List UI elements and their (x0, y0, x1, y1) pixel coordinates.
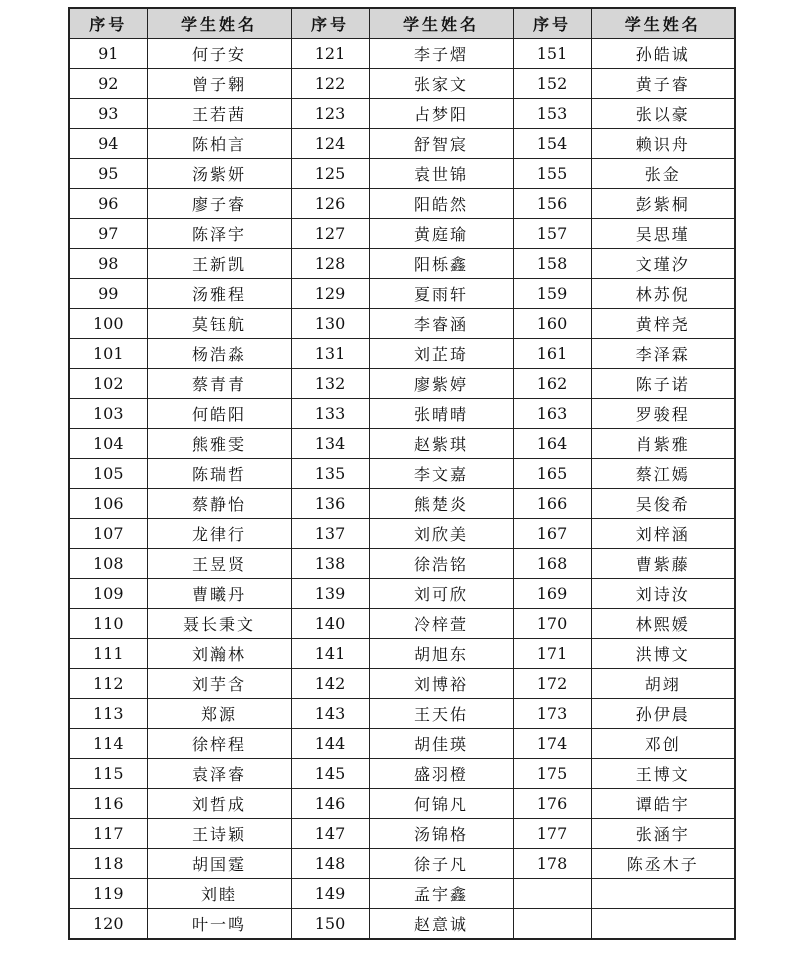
student-number-cell: 129 (291, 279, 369, 309)
student-number-cell: 131 (291, 339, 369, 369)
student-name-cell (591, 909, 735, 940)
student-name-cell: 张晴晴 (369, 399, 513, 429)
student-number-cell: 136 (291, 489, 369, 519)
student-number-cell: 155 (513, 159, 591, 189)
student-name-cell: 王博文 (591, 759, 735, 789)
student-number-cell: 149 (291, 879, 369, 909)
student-name-cell: 蔡青青 (147, 369, 291, 399)
student-name-cell: 舒智宸 (369, 129, 513, 159)
student-number-cell: 97 (69, 219, 147, 249)
student-name-cell: 蔡静怡 (147, 489, 291, 519)
student-number-cell: 114 (69, 729, 147, 759)
student-name-cell: 文瑾汐 (591, 249, 735, 279)
table-row (69, 819, 735, 849)
student-number-cell: 169 (513, 579, 591, 609)
student-name-cell: 陈瑞哲 (147, 459, 291, 489)
student-number-cell: 170 (513, 609, 591, 639)
table-row (69, 189, 735, 219)
student-number-cell: 152 (513, 69, 591, 99)
student-name-cell: 聂长秉文 (147, 609, 291, 639)
student-name-cell: 王天佑 (369, 699, 513, 729)
student-name-cell: 曹紫藤 (591, 549, 735, 579)
table-row (69, 849, 735, 879)
student-name-cell: 孟宇鑫 (369, 879, 513, 909)
table-row (69, 369, 735, 399)
student-number-cell: 159 (513, 279, 591, 309)
student-name-cell: 黄梓尧 (591, 309, 735, 339)
student-name-cell: 汤雅程 (147, 279, 291, 309)
student-number-cell: 165 (513, 459, 591, 489)
student-roster-table (68, 7, 736, 940)
student-name-cell: 王若茜 (147, 99, 291, 129)
student-number-cell: 142 (291, 669, 369, 699)
student-name-cell: 占梦阳 (369, 99, 513, 129)
student-name-cell: 林苏倪 (591, 279, 735, 309)
table-row (69, 69, 735, 99)
student-number-cell: 116 (69, 789, 147, 819)
student-number-cell: 173 (513, 699, 591, 729)
student-name-cell: 罗骏程 (591, 399, 735, 429)
student-name-cell: 刘瀚林 (147, 639, 291, 669)
student-name-cell: 廖子睿 (147, 189, 291, 219)
table-row (69, 429, 735, 459)
table-row (69, 219, 735, 249)
student-name-cell: 彭紫桐 (591, 189, 735, 219)
table-row (69, 639, 735, 669)
student-number-cell: 154 (513, 129, 591, 159)
table-header (69, 8, 735, 39)
student-number-cell: 161 (513, 339, 591, 369)
student-number-cell: 143 (291, 699, 369, 729)
table-row (69, 669, 735, 699)
student-number-cell: 134 (291, 429, 369, 459)
student-name-cell: 夏雨轩 (369, 279, 513, 309)
student-name-cell: 徐浩铭 (369, 549, 513, 579)
table-row (69, 159, 735, 189)
table-row (69, 339, 735, 369)
student-number-cell: 115 (69, 759, 147, 789)
student-number-cell: 104 (69, 429, 147, 459)
header-number: 序号 (513, 8, 591, 39)
student-number-cell: 141 (291, 639, 369, 669)
student-name-cell: 何锦凡 (369, 789, 513, 819)
student-number-cell: 118 (69, 849, 147, 879)
student-name-cell: 刘芷琦 (369, 339, 513, 369)
table-row (69, 399, 735, 429)
student-name-cell: 赵紫琪 (369, 429, 513, 459)
student-number-cell: 93 (69, 99, 147, 129)
student-name-cell: 胡国霆 (147, 849, 291, 879)
student-name-cell: 张以豪 (591, 99, 735, 129)
student-name-cell: 刘睦 (147, 879, 291, 909)
student-number-cell: 164 (513, 429, 591, 459)
student-number-cell: 174 (513, 729, 591, 759)
student-name-cell: 莫钰航 (147, 309, 291, 339)
student-name-cell: 刘可欣 (369, 579, 513, 609)
student-name-cell: 赵意诚 (369, 909, 513, 940)
student-number-cell: 112 (69, 669, 147, 699)
student-number-cell: 102 (69, 369, 147, 399)
student-number-cell: 123 (291, 99, 369, 129)
student-name-cell: 李泽霖 (591, 339, 735, 369)
student-name-cell: 洪博文 (591, 639, 735, 669)
student-name-cell: 袁世锦 (369, 159, 513, 189)
student-name-cell: 冷梓萱 (369, 609, 513, 639)
student-name-cell: 熊雅雯 (147, 429, 291, 459)
student-name-cell: 邓创 (591, 729, 735, 759)
student-number-cell: 133 (291, 399, 369, 429)
student-number-cell: 160 (513, 309, 591, 339)
student-number-cell: 162 (513, 369, 591, 399)
student-name-cell: 刘欣美 (369, 519, 513, 549)
student-name-cell: 阳皓然 (369, 189, 513, 219)
table-row (69, 459, 735, 489)
student-number-cell: 98 (69, 249, 147, 279)
header-row (69, 8, 735, 39)
student-name-cell: 刘梓涵 (591, 519, 735, 549)
student-name-cell: 张涵宇 (591, 819, 735, 849)
student-number-cell: 92 (69, 69, 147, 99)
header-number: 序号 (69, 8, 147, 39)
student-name-cell: 孙伊晨 (591, 699, 735, 729)
student-name-cell: 黄庭瑜 (369, 219, 513, 249)
table-row (69, 759, 735, 789)
student-number-cell: 175 (513, 759, 591, 789)
student-number-cell: 113 (69, 699, 147, 729)
student-name-cell: 刘博裕 (369, 669, 513, 699)
student-number-cell: 135 (291, 459, 369, 489)
student-number-cell: 126 (291, 189, 369, 219)
table-row (69, 699, 735, 729)
student-name-cell: 汤紫妍 (147, 159, 291, 189)
header-student-name: 学生姓名 (369, 8, 513, 39)
student-name-cell: 黄子睿 (591, 69, 735, 99)
student-number-cell: 166 (513, 489, 591, 519)
student-number-cell: 150 (291, 909, 369, 940)
student-number-cell: 128 (291, 249, 369, 279)
student-name-cell: 曾子翱 (147, 69, 291, 99)
student-name-cell: 刘哲成 (147, 789, 291, 819)
student-name-cell: 张家文 (369, 69, 513, 99)
student-name-cell: 盛羽橙 (369, 759, 513, 789)
student-name-cell: 胡旭东 (369, 639, 513, 669)
student-name-cell: 叶一鸣 (147, 909, 291, 940)
student-name-cell: 刘芋含 (147, 669, 291, 699)
table-row (69, 309, 735, 339)
student-number-cell: 124 (291, 129, 369, 159)
table-row (69, 489, 735, 519)
student-number-cell: 110 (69, 609, 147, 639)
student-number-cell: 127 (291, 219, 369, 249)
student-number-cell: 172 (513, 669, 591, 699)
student-name-cell: 吴思瑾 (591, 219, 735, 249)
student-number-cell: 101 (69, 339, 147, 369)
student-number-cell: 145 (291, 759, 369, 789)
student-number-cell: 109 (69, 579, 147, 609)
student-name-cell: 陈泽宇 (147, 219, 291, 249)
student-number-cell: 178 (513, 849, 591, 879)
table-row (69, 99, 735, 129)
student-name-cell: 肖紫雅 (591, 429, 735, 459)
table-row (69, 609, 735, 639)
student-name-cell: 徐梓程 (147, 729, 291, 759)
student-number-cell: 130 (291, 309, 369, 339)
student-name-cell: 赖识舟 (591, 129, 735, 159)
table-row (69, 579, 735, 609)
student-number-cell: 132 (291, 369, 369, 399)
student-number-cell: 103 (69, 399, 147, 429)
student-number-cell: 96 (69, 189, 147, 219)
student-number-cell: 157 (513, 219, 591, 249)
student-number-cell: 147 (291, 819, 369, 849)
student-number-cell: 138 (291, 549, 369, 579)
student-number-cell: 105 (69, 459, 147, 489)
table-row (69, 279, 735, 309)
student-name-cell: 熊楚炎 (369, 489, 513, 519)
student-name-cell: 王新凯 (147, 249, 291, 279)
student-number-cell: 168 (513, 549, 591, 579)
student-number-cell: 120 (69, 909, 147, 940)
student-name-cell: 陈丞木子 (591, 849, 735, 879)
student-name-cell: 吴俊希 (591, 489, 735, 519)
student-name-cell: 王诗颖 (147, 819, 291, 849)
student-number-cell: 177 (513, 819, 591, 849)
student-number-cell: 144 (291, 729, 369, 759)
student-name-cell (591, 879, 735, 909)
student-number-cell: 95 (69, 159, 147, 189)
student-number-cell: 153 (513, 99, 591, 129)
student-name-cell: 胡佳瑛 (369, 729, 513, 759)
student-name-cell: 张金 (591, 159, 735, 189)
student-number-cell: 176 (513, 789, 591, 819)
student-number-cell: 121 (291, 39, 369, 69)
student-name-cell: 汤锦格 (369, 819, 513, 849)
student-number-cell: 125 (291, 159, 369, 189)
header-number: 序号 (291, 8, 369, 39)
student-number-cell: 158 (513, 249, 591, 279)
header-student-name: 学生姓名 (591, 8, 735, 39)
student-number-cell: 137 (291, 519, 369, 549)
table-body (69, 39, 735, 940)
student-number-cell: 107 (69, 519, 147, 549)
table-row (69, 519, 735, 549)
table-row (69, 549, 735, 579)
student-name-cell: 何子安 (147, 39, 291, 69)
table-row (69, 879, 735, 909)
student-name-cell: 谭皓宇 (591, 789, 735, 819)
student-number-cell: 100 (69, 309, 147, 339)
student-name-cell: 龙律行 (147, 519, 291, 549)
student-number-cell (513, 879, 591, 909)
student-number-cell: 163 (513, 399, 591, 429)
student-name-cell: 徐子凡 (369, 849, 513, 879)
student-name-cell: 李子熠 (369, 39, 513, 69)
student-number-cell: 99 (69, 279, 147, 309)
student-number-cell: 108 (69, 549, 147, 579)
table-row (69, 129, 735, 159)
student-number-cell: 94 (69, 129, 147, 159)
student-name-cell: 阳栎鑫 (369, 249, 513, 279)
student-name-cell: 袁泽睿 (147, 759, 291, 789)
student-number-cell: 151 (513, 39, 591, 69)
student-number-cell: 122 (291, 69, 369, 99)
student-number-cell: 111 (69, 639, 147, 669)
student-name-cell: 陈柏言 (147, 129, 291, 159)
student-name-cell: 胡翊 (591, 669, 735, 699)
student-number-cell: 117 (69, 819, 147, 849)
student-name-cell: 杨浩淼 (147, 339, 291, 369)
student-name-cell: 郑源 (147, 699, 291, 729)
student-number-cell: 148 (291, 849, 369, 879)
student-number-cell: 156 (513, 189, 591, 219)
student-name-cell: 林熙媛 (591, 609, 735, 639)
student-name-cell: 廖紫婷 (369, 369, 513, 399)
student-name-cell: 孙皓诚 (591, 39, 735, 69)
student-name-cell: 陈子诺 (591, 369, 735, 399)
student-number-cell: 91 (69, 39, 147, 69)
student-number-cell: 140 (291, 609, 369, 639)
table-row (69, 39, 735, 69)
table-row (69, 909, 735, 940)
student-name-cell: 蔡江嫣 (591, 459, 735, 489)
header-student-name: 学生姓名 (147, 8, 291, 39)
student-number-cell: 106 (69, 489, 147, 519)
student-number-cell (513, 909, 591, 940)
student-number-cell: 167 (513, 519, 591, 549)
table-row (69, 729, 735, 759)
student-name-cell: 何皓阳 (147, 399, 291, 429)
student-name-cell: 王昱贤 (147, 549, 291, 579)
student-number-cell: 171 (513, 639, 591, 669)
student-name-cell: 李文嘉 (369, 459, 513, 489)
student-number-cell: 146 (291, 789, 369, 819)
student-name-cell: 刘诗汝 (591, 579, 735, 609)
student-number-cell: 139 (291, 579, 369, 609)
student-name-cell: 李睿涵 (369, 309, 513, 339)
student-name-cell: 曹曦丹 (147, 579, 291, 609)
table-row (69, 789, 735, 819)
student-number-cell: 119 (69, 879, 147, 909)
table-row (69, 249, 735, 279)
